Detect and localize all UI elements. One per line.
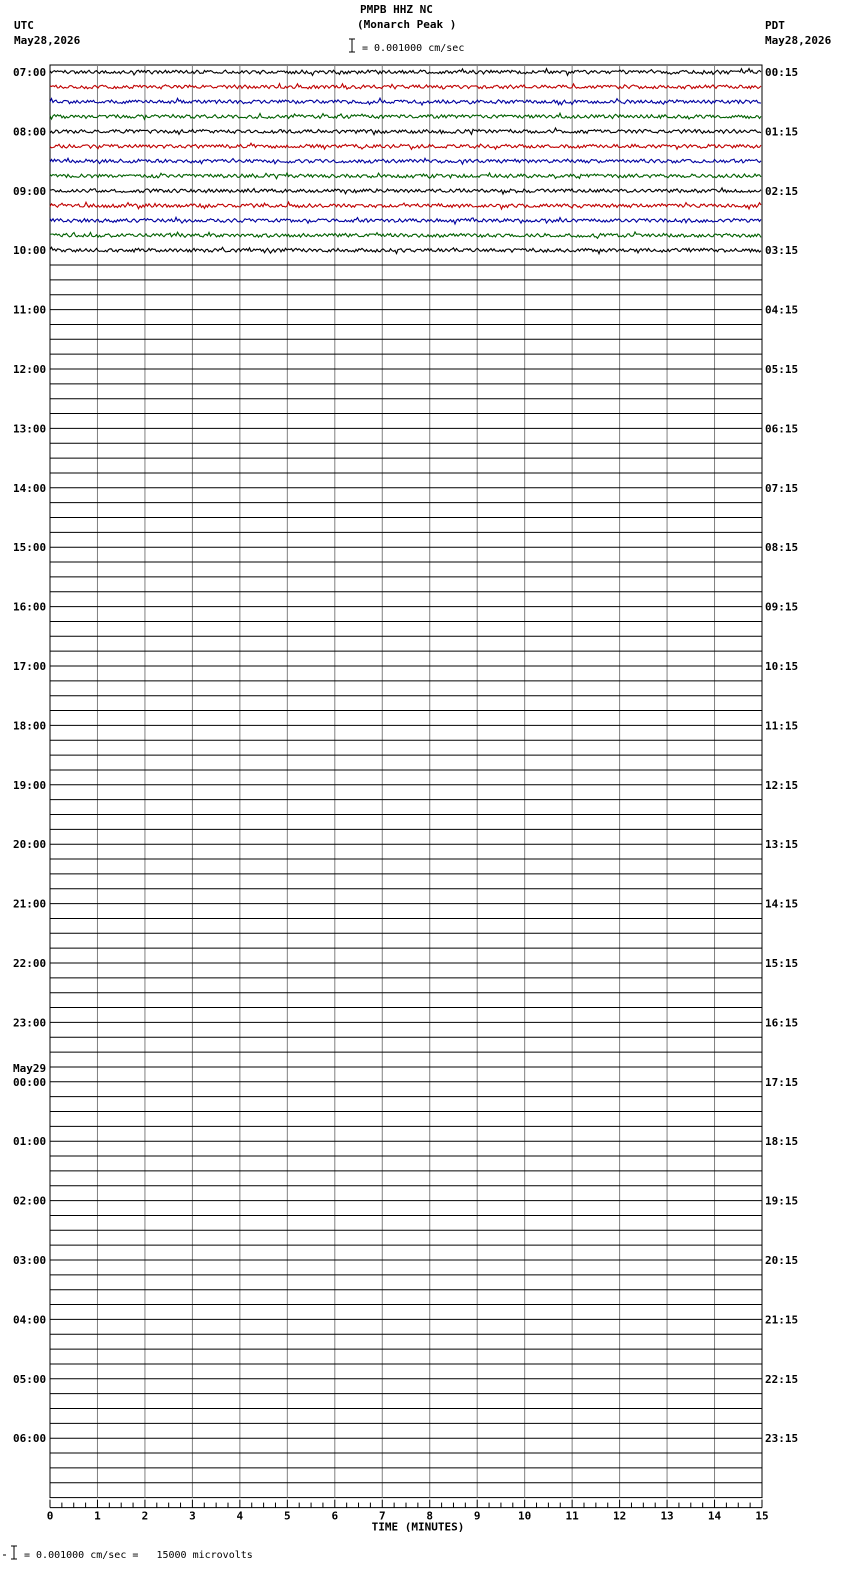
site-name: (Monarch Peak ) (357, 18, 457, 31)
right-date: May28,2026 (765, 34, 832, 47)
utc-hour-label: 12:00 (13, 363, 47, 376)
pdt-hour-label: 14:15 (765, 897, 799, 911)
x-tick-label: 1 (94, 1509, 101, 1523)
pdt-hour-label: 08:15 (765, 541, 799, 555)
utc-hour-label: 02:00 (13, 1194, 47, 1208)
footer-scale-label: = 0.001000 cm/sec = 15000 microvolts (24, 1550, 253, 1561)
seismic-trace (50, 202, 761, 209)
seismic-trace (50, 188, 761, 194)
pdt-hour-label: 05:15 (765, 363, 799, 376)
pdt-hour-label: 03:15 (765, 244, 799, 258)
x-tick-label: 2 (141, 1509, 149, 1523)
left-timezone: UTC (14, 19, 34, 32)
seismic-trace (50, 98, 761, 105)
x-tick-label: 3 (189, 1509, 196, 1523)
utc-hour-label: 10:00 (13, 244, 47, 258)
pdt-hour-label: 12:15 (765, 778, 799, 792)
x-tick-label: 15 (755, 1509, 769, 1523)
x-tick-label: 4 (236, 1509, 244, 1523)
utc-hour-label: 11:00 (13, 303, 47, 317)
left-date: May28,2026 (14, 34, 81, 47)
pdt-hour-label: 04:15 (765, 303, 799, 317)
utc-hour-label: 04:00 (13, 1313, 47, 1327)
x-tick-label: 11 (565, 1509, 579, 1523)
seismic-trace (50, 247, 761, 253)
utc-hour-label: 15:00 (13, 541, 47, 555)
utc-hour-label: 03:00 (13, 1254, 47, 1267)
seismic-trace (50, 232, 761, 238)
x-tick-label: 10 (518, 1509, 532, 1523)
utc-hour-label: 14:00 (13, 481, 47, 495)
x-tick-label: 14 (707, 1509, 722, 1523)
pdt-hour-label: 09:15 (765, 600, 799, 614)
pdt-hour-label: 22:15 (765, 1372, 799, 1386)
utc-hour-label: 18:00 (13, 719, 47, 733)
utc-hour-label: 06:00 (13, 1432, 47, 1446)
utc-hour-label: 07:00 (13, 66, 47, 79)
scale-label: = 0.001000 cm/sec (362, 43, 465, 54)
seismic-trace (50, 217, 761, 224)
x-tick-label: 12 (612, 1509, 627, 1523)
station-title: PMPB HHZ NC (360, 3, 433, 16)
x-tick-label: 0 (46, 1509, 54, 1523)
pdt-hour-label: 20:15 (765, 1254, 799, 1267)
pdt-hour-label: 06:15 (765, 422, 799, 436)
date-change-label: May29 (13, 1061, 47, 1075)
utc-hour-label: 13:00 (13, 422, 47, 436)
utc-hour-label: 19:00 (13, 778, 47, 792)
utc-hour-label: 20:00 (13, 838, 47, 852)
pdt-hour-label: 19:15 (765, 1194, 799, 1208)
utc-hour-label: 05:00 (13, 1372, 47, 1386)
pdt-hour-label: 15:15 (765, 957, 799, 970)
x-tick-label: 8 (426, 1509, 434, 1523)
pdt-hour-label: 17:15 (765, 1075, 799, 1089)
pdt-hour-label: 16:15 (765, 1016, 799, 1030)
pdt-hour-label: 02:15 (765, 184, 799, 198)
utc-hour-label: 23:00 (13, 1016, 47, 1030)
seismic-trace (50, 69, 761, 76)
utc-hour-label: 00:00 (13, 1075, 47, 1089)
x-tick-label: 5 (284, 1509, 291, 1523)
utc-hour-label: 09:00 (13, 184, 47, 198)
utc-hour-label: 21:00 (13, 897, 47, 911)
seismic-trace (50, 173, 761, 179)
seismic-trace (50, 128, 761, 135)
pdt-hour-label: 11:15 (765, 719, 799, 733)
x-tick-label: 13 (660, 1509, 674, 1523)
x-tick-label: 6 (331, 1509, 339, 1523)
pdt-hour-label: 07:15 (765, 481, 799, 495)
utc-hour-label: 16:00 (13, 600, 47, 614)
x-tick-label: 9 (473, 1509, 481, 1523)
seismic-trace (50, 143, 761, 149)
pdt-hour-label: 21:15 (765, 1313, 799, 1327)
seismic-trace (50, 113, 761, 119)
seismic-trace (50, 84, 761, 90)
scale-bar-icon (349, 39, 355, 52)
utc-hour-label: 22:00 (13, 957, 47, 970)
x-tick-label: 7 (378, 1509, 386, 1523)
footer-scale-bar-icon (11, 1546, 17, 1559)
right-timezone: PDT (765, 19, 785, 32)
pdt-hour-label: 10:15 (765, 660, 799, 673)
x-axis-label: TIME (MINUTES) (371, 1520, 465, 1534)
pdt-hour-label: 00:15 (765, 66, 799, 79)
pdt-hour-label: 01:15 (765, 125, 799, 139)
pdt-hour-label: 23:15 (765, 1432, 799, 1446)
utc-hour-label: 17:00 (13, 660, 47, 673)
utc-hour-label: 08:00 (13, 125, 47, 139)
pdt-hour-label: 18:15 (765, 1135, 799, 1149)
pdt-hour-label: 13:15 (765, 838, 799, 852)
seismic-trace (50, 158, 761, 164)
utc-hour-label: 01:00 (13, 1135, 47, 1149)
